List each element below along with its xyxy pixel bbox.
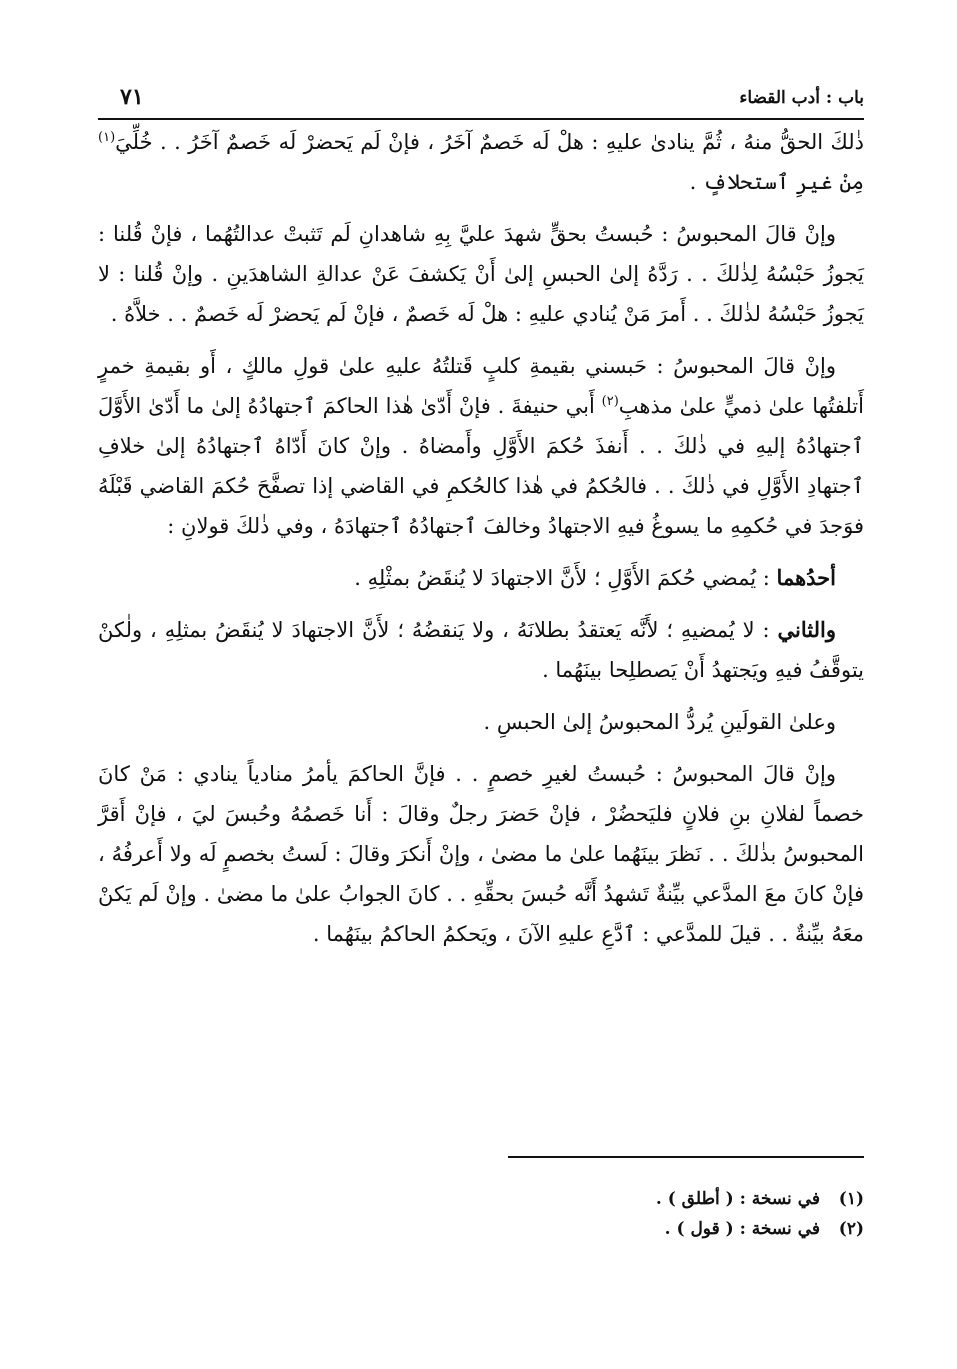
footnote-ref-2: (٢) bbox=[601, 394, 619, 409]
footnote-2 bbox=[98, 1214, 864, 1244]
paragraph-3 bbox=[98, 346, 864, 546]
footnote-1-text: في نسخة : ( أطلق ) . bbox=[655, 1189, 820, 1209]
paragraph-second-view bbox=[98, 610, 864, 690]
second-view-label: والثاني bbox=[777, 617, 836, 642]
footnote-1 bbox=[98, 1184, 864, 1214]
page-header bbox=[98, 84, 864, 118]
paragraph-3-text: وإنْ قالَ المحبوسُ : حَبسني بقيمةِ كلبٍ قَتلتُهُ عليهِ علىٰ قولِ مالكٍ ، أَو بقيمةِ خمرٍ أَتلفتُها علىٰ ذميٍّ علىٰ مذهبِ bbox=[98, 354, 864, 418]
footnote-2-text: في نسخة : ( قول ) . bbox=[664, 1219, 820, 1239]
paragraph-first-view bbox=[98, 558, 864, 598]
running-title: باب : أدب القضاء bbox=[739, 88, 864, 108]
paragraph-6: وعلىٰ القولَينِ يُردُّ المحبوسُ إلىٰ الحبسِ . bbox=[483, 710, 836, 734]
footnote-2-mark: (٢) bbox=[838, 1219, 864, 1239]
paragraph-2: وإنْ قالَ المحبوسُ : حُبستُ بحقٍّ شهدَ عليَّ بِهِ شاهدانِ لَم تَثبتْ عدالتُهُما ، فإنْ قُلنا : يَجوزُ حَبْسُهُ لِذٰلكَ . . رَدَّهُ إلىٰ الحبسِ إلىٰ أَنْ يَكشفَ عَنْ عدالةِ الشاهدَينِ . وإنْ قُلنا : لا يَجوزُ حَبْسُهُ لذٰلكَ . . أَمرَ مَنْ يُنادي عليهِ : هلْ لَه خَصمٌ ، فإنْ لَم يَحضرْ لَه خَصمٌ . . خلاَّهُ . bbox=[98, 222, 864, 326]
footnote-separator bbox=[508, 1156, 864, 1158]
first-view-label: أحدُهما bbox=[776, 565, 836, 590]
paragraph-1 bbox=[98, 122, 864, 202]
footnote-1-mark: (١) bbox=[838, 1189, 864, 1209]
paragraph-1-text: ذٰلكَ الحقُّ منهُ ، ثُمَّ ينادىٰ عليهِ : هلْ لَه خَصمٌ آخَرُ ، فإنْ لَم يَحضرْ لَه خَصمٌ آخَرُ . . خُلِّيَ bbox=[115, 130, 864, 154]
main-text bbox=[98, 122, 864, 966]
first-view-text: : يُمضي حُكمَ الأَوَّلِ ؛ لأَنَّ الاجتهادَ لا يُنقَضُ بمثْلِهِ . bbox=[354, 566, 777, 590]
page-number: ٧١ bbox=[120, 84, 144, 110]
paragraph-1-text-cont: مِنْ غيرِ ٱستحلافٍ . bbox=[689, 170, 864, 194]
paragraph-3-text-cont: أَبي حنيفةَ . فإنْ أَدّىٰ هٰذا الحاكمَ ٱجتهادُهُ إلىٰ ما أَدّىٰ الأَوَّلَ ٱجتهادُهُ إليهِ في ذٰلكَ . . أَنفذَ حُكمَ الأَوَّلِ وأَمضاهُ . وإنْ كانَ أَدّاهُ ٱجتهادُهُ إلىٰ خلافِ ٱجتهادِ الأَوَّلِ في ذٰلكَ . . فالحُكمُ في هٰذا كالحُكمِ في القاضي إذا تصفَّحَ حُكمَ القاضي قَبْلَهُ فوَجدَ في حُكمِهِ ما يسوغُ فيهِ الاجتهادُ وخالفَ ٱجتهادُهُ ٱجتهادَهُ ، وفي ذٰلكَ قولانِ : bbox=[98, 394, 864, 538]
header-rule bbox=[98, 118, 864, 120]
paragraph-7: وإنْ قالَ المحبوسُ : حُبستُ لغيرِ خصمٍ . . فإنَّ الحاكمَ يأمرُ منادياً ينادي : مَنْ كانَ خصماً لفلانِ بنِ فلانٍ فليَحضُرْ ، فإنْ حَضرَ رجلٌ وقالَ : أَنا خَصمُهُ وحُبسَ ليَ ، فإنْ أَقرَّ المحبوسُ بذٰلكَ . . نَظرَ بينَهُما علىٰ ما مضىٰ ، وإنْ أَنكرَ وقالَ : لَستُ بخصمٍ لَه ولا أَعرفُهُ ، فإنْ كانَ معَ المدَّعي بيِّنةٌ تَشهدُ أَنَّه حُبسَ بحقِّهِ . . كانَ الجوابُ علىٰ ما مضىٰ . وإنْ لَم يَكنْ معَهُ بيِّنةٌ . . قيلَ للمدَّعي : ٱدَّعِ عليهِ الآنَ ، ويَحكمُ الحاكمُ بينَهُما . bbox=[98, 762, 864, 946]
footnotes bbox=[98, 1184, 864, 1244]
second-view-text: : لا يُمضيهِ ؛ لأَنَّه يَعتقدُ بطلانَهُ ، ولا يَنقضُهُ ؛ لأَنَّ الاجتهادَ لا يُنقَضُ بمثلِهِ ، ولٰكنْ يتوقَّفُ فيهِ ويَجتهدُ أَنْ يَصطلِحا بينَهُما . bbox=[98, 618, 864, 682]
footnote-ref-1: (١) bbox=[98, 130, 116, 145]
